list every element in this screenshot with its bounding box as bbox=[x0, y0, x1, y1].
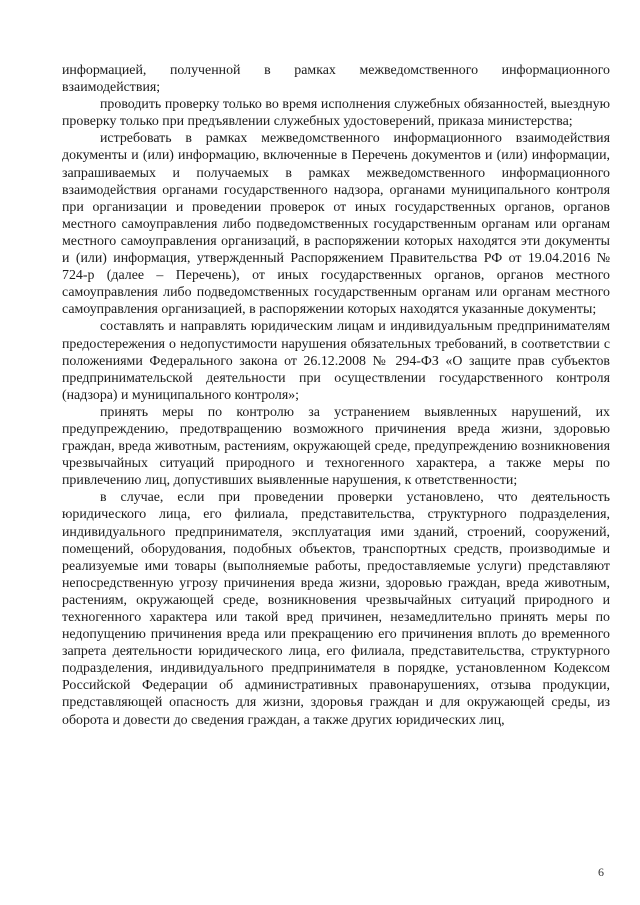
paragraph-continuation: информацией, полученной в рамках межведомственного информационного взаимодействия; bbox=[62, 63, 610, 96]
paragraph-warnings: составлять и направлять юридическим лицам и индивидуальным предпринимателям предостережения о недопустимости нарушения обязательных требований, в соответствии с положениями Федерального закона от 26.12.2008 № 294-ФЗ «О защите прав субъектов предпринимательской деятельности при осуществлении государственного контроля (надзора) и муниципального контроля»; bbox=[62, 319, 610, 403]
document-body bbox=[62, 62, 610, 729]
paragraph-request-documents: истребовать в рамках межведомственного информационного взаимодействия документы и (или) информацию, включенные в Перечень документов и (или) информации, запрашиваемых и получаемых в рамках межведомственного информационного взаимодействия органами государственного надзора, органами муниципального контроля при организации и проведении проверок от иных государственных органов, органов местного самоуправления либо подведомственных государственным органам или органам местного самоуправления организаций, в распоряжении которых находятся эти документы и (или) информация, утвержденный Распоряжением Правительства РФ от 19.04.2016 № 724-р (далее – Перечень), от иных государственных органов, органов местного самоуправления либо подведомственных государственным органам или органам местного самоуправления организацией, в распоряжении которых находятся указанные документы; bbox=[62, 131, 610, 318]
paragraph-immediate-threat: в случае, если при проведении проверки установлено, что деятельность юридического лица, его филиала, представительства, структурного подразделения, индивидуального предпринимателя, эксплуатация ими зданий, строений, сооружений, помещений, оборудования, подобных объектов, транспортных средств, производимые и реализуемые ими товары (выполняемые работы, предоставляемые услуги) представляют непосредственную угрозу причинения вреда жизни, здоровью граждан, вреда животным, растениям, окружающей среде, возникновения чрезвычайных ситуаций природного и техногенного характера или такой вред причинен, незамедлительно принять меры по недопущению причинения вреда или прекращению его причинения вплоть до временного запрета деятельности юридического лица, его филиала, представительства, структурного подразделения, индивидуального предпринимателя в порядке, установленном Кодексом Российской Федерации об административных правонарушениях, отзыва продукции, представляющей опасность для жизни, здоровья граждан и для окружающей среды, из оборота и довести до сведения граждан, а также других юридических лиц, bbox=[62, 490, 610, 728]
paragraph-control-measures: принять меры по контролю за устранением выявленных нарушений, их предупреждению, предотвращению возможного причинения вреда жизни, здоровью граждан, вреда животным, растениям, окружающей среде, предупреждению возникновения чрезвычайных ситуаций природного и техногенного характера, а также меры по привлечению лиц, допустивших выявленные нарушения, к ответственности; bbox=[62, 404, 610, 489]
paragraph-check-conduct: проводить проверку только во время исполнения служебных обязанностей, выездную проверку только при предъявлении служебных удостоверений, приказа министерства; bbox=[62, 97, 610, 130]
page-number: 6 bbox=[598, 865, 604, 879]
